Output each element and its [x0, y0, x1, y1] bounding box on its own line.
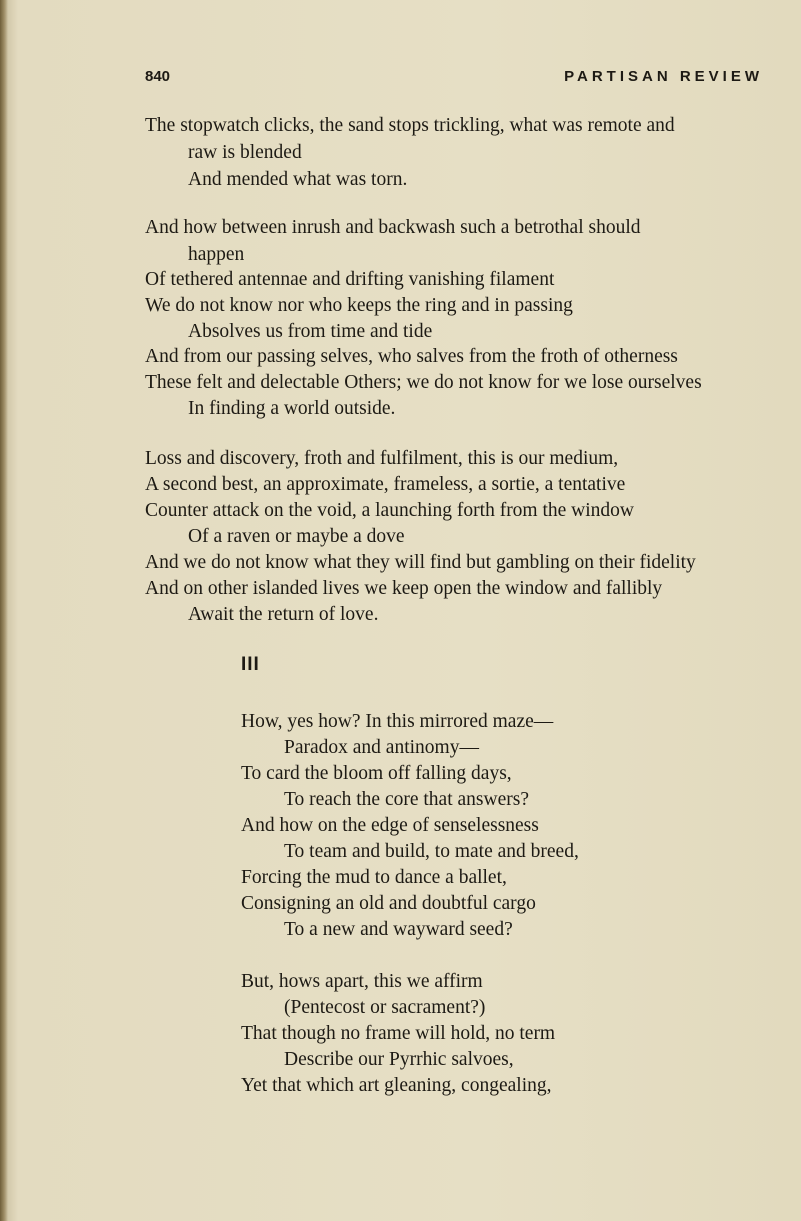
section-heading: III	[241, 654, 260, 675]
poem-line: To reach the core that answers?	[284, 789, 529, 810]
poem-line: Of tethered antennae and drifting vanishing filament	[145, 269, 555, 290]
poem-line: We do not know nor who keeps the ring and in passing	[145, 295, 573, 316]
poem-line: That though no frame will hold, no term	[241, 1023, 556, 1044]
poem-line: raw is blended	[188, 142, 302, 163]
poem-line: Describe our Pyrrhic salvoes,	[284, 1049, 514, 1070]
page-gutter-shadow	[0, 0, 8, 1221]
poem-line: Consigning an old and doubtful cargo	[241, 893, 536, 914]
poem-line: (Pentecost or sacrament?)	[284, 997, 486, 1018]
poem-line: And from our passing selves, who salves from the froth of otherness	[145, 346, 678, 367]
poem-line: And on other islanded lives we keep open the window and fallibly	[145, 578, 663, 599]
poem-line: These felt and delectable Others; we do not know for we lose ourselves	[145, 372, 702, 393]
poem-line: How, yes how? In this mirrored maze—	[241, 711, 554, 732]
poem-line: happen	[188, 244, 245, 265]
poem-line: Paradox and antinomy—	[284, 737, 479, 758]
poem-line: In finding a world outside.	[188, 398, 396, 419]
poem-line: But, hows apart, this we affirm	[241, 971, 483, 992]
poem-line: Of a raven or maybe a dove	[188, 526, 405, 547]
poem-line: To a new and wayward seed?	[284, 919, 513, 940]
poem-line: Absolves us from time and tide	[188, 321, 433, 342]
poem-line: Counter attack on the void, a launching forth from the window	[145, 500, 635, 521]
poem-line: To team and build, to mate and breed,	[284, 841, 579, 862]
running-head: PARTISAN REVIEW	[564, 68, 763, 85]
poem-line: And we do not know what they will find but gambling on their fidelity	[145, 552, 696, 573]
poem-line: The stopwatch clicks, the sand stops trickling, what was remote and	[145, 115, 675, 136]
poem-line: A second best, an approximate, frameless, a sortie, a tentative	[145, 474, 626, 495]
poem-line: And how on the edge of senselessness	[241, 815, 539, 836]
poem-line: To card the bloom off falling days,	[241, 763, 512, 784]
page-number: 840	[145, 68, 171, 85]
poem-line: Await the return of love.	[188, 604, 379, 625]
poem-line: Forcing the mud to dance a ballet,	[241, 867, 507, 888]
poem-line: And how between inrush and backwash such a betrothal should	[145, 217, 641, 238]
poem-line: And mended what was torn.	[188, 169, 408, 190]
poem-line: Loss and discovery, froth and fulfilment, this is our medium,	[145, 448, 619, 469]
poem-line: Yet that which art gleaning, congealing,	[241, 1075, 552, 1096]
